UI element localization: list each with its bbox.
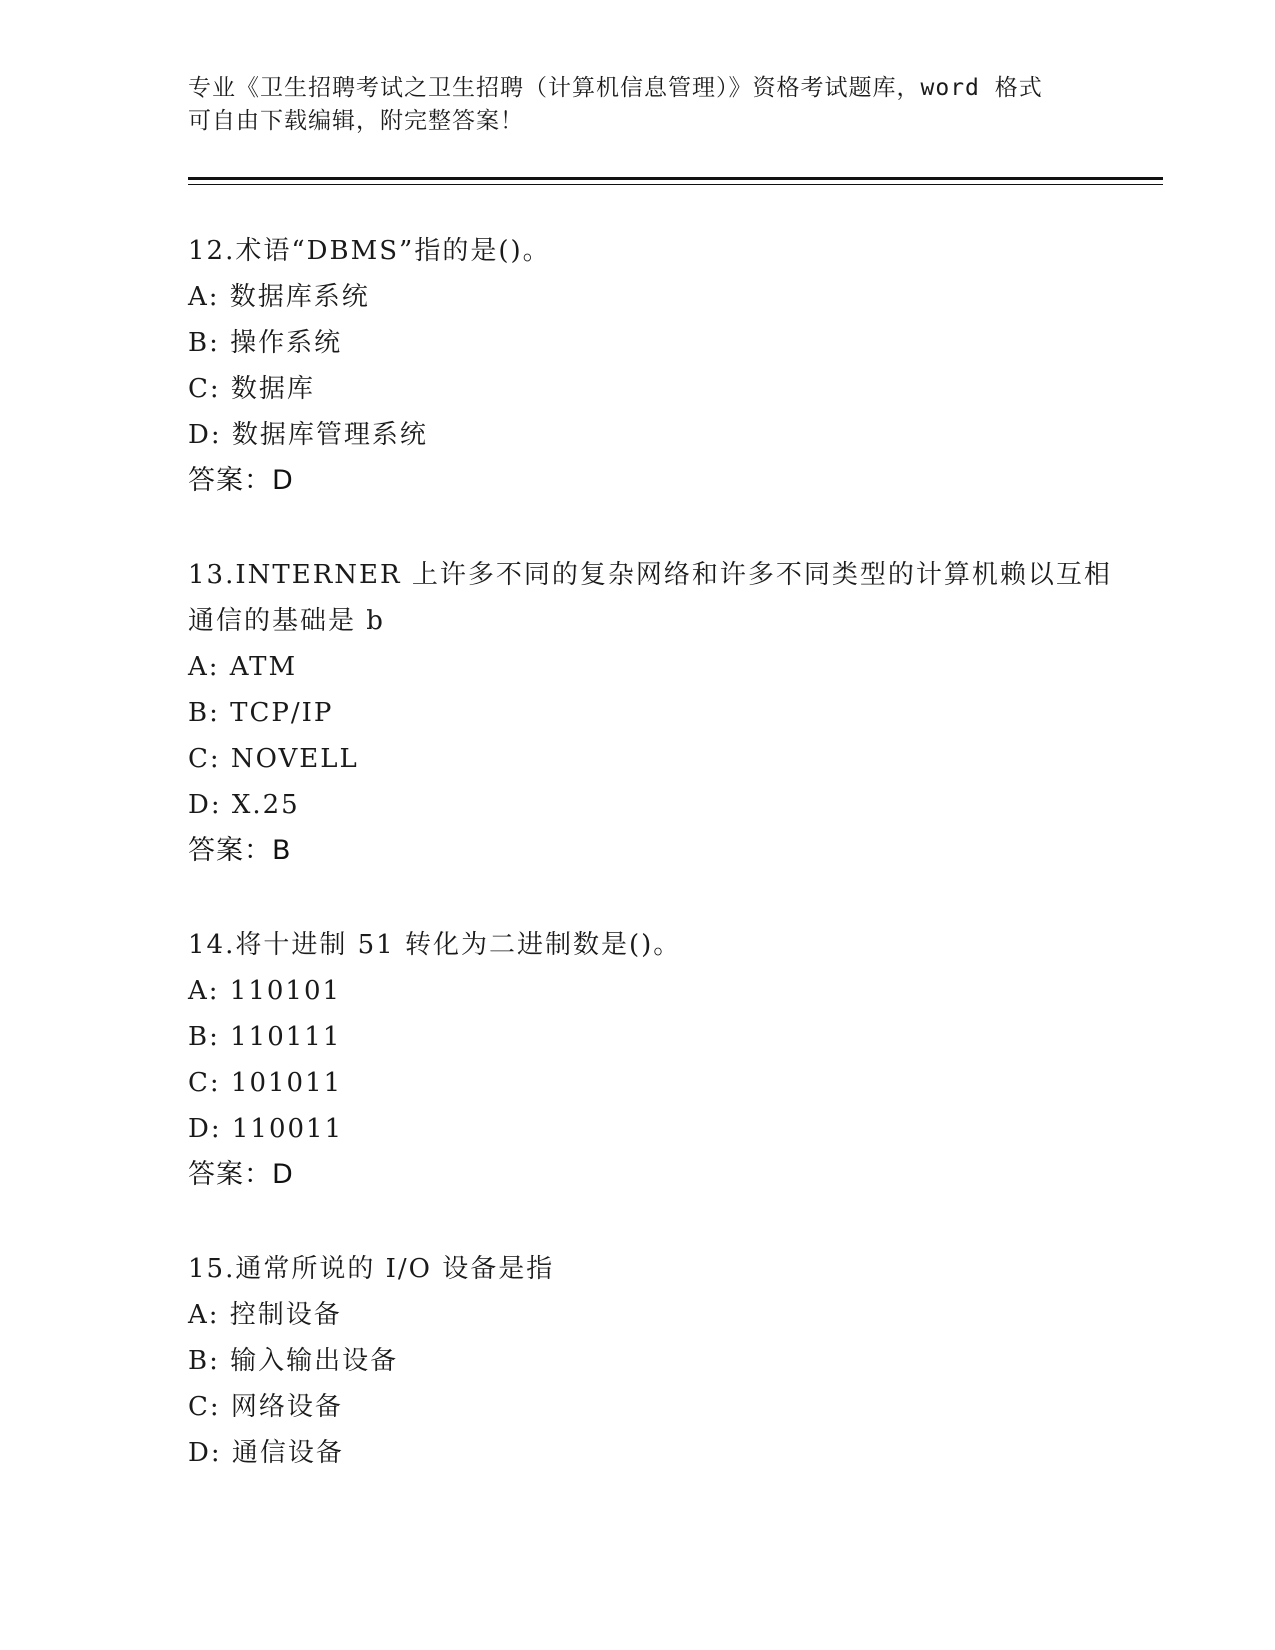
- option-b: B: 110111: [188, 1022, 342, 1052]
- option-b: B: 操作系统: [188, 328, 343, 358]
- question-12: [188, 228, 1088, 504]
- option-b: B: TCP/IP: [188, 698, 334, 728]
- option-d: D: 110011: [188, 1114, 344, 1144]
- question-stem: 12.术语“DBMS”指的是()。: [188, 236, 551, 266]
- answer-line: 答案：D: [188, 1159, 294, 1190]
- header-divider-thin: [188, 184, 1163, 185]
- option-c: C: 网络设备: [188, 1392, 343, 1422]
- header-line-2: 可自由下载编辑，附完整答案！: [188, 108, 524, 134]
- option-d: D: 通信设备: [188, 1438, 344, 1468]
- question-stem: 15.通常所说的 I/O 设备是指: [188, 1254, 555, 1284]
- option-c: C: NOVELL: [188, 744, 359, 774]
- option-a: A: 控制设备: [188, 1300, 342, 1330]
- option-a: A: ATM: [188, 652, 298, 682]
- answer-line: 答案：B: [188, 835, 292, 866]
- option-d: D: 数据库管理系统: [188, 420, 428, 450]
- question-stem: 13.INTERNER 上许多不同的复杂网络和许多不同类型的计算机赖以互相: [188, 560, 1112, 590]
- header-line-1: 专业《卫生招聘考试之卫生招聘（计算机信息管理）》资格考试题库，word 格式: [188, 75, 1043, 101]
- option-d: D: X.25: [188, 790, 300, 820]
- option-c: C: 数据库: [188, 374, 315, 404]
- option-c: C: 101011: [188, 1068, 343, 1098]
- question-15: [188, 1246, 1088, 1476]
- option-a: A: 数据库系统: [188, 282, 370, 312]
- question-stem-continued: 通信的基础是 b: [188, 606, 385, 636]
- document-header: [188, 72, 1088, 138]
- question-13: [188, 552, 1112, 874]
- option-a: A: 110101: [188, 976, 342, 1006]
- question-14: [188, 922, 1088, 1198]
- option-b: B: 输入输出设备: [188, 1346, 399, 1376]
- answer-line: 答案：D: [188, 465, 294, 496]
- header-divider-thick: [188, 177, 1163, 180]
- question-stem: 14.将十进制 51 转化为二进制数是()。: [188, 930, 682, 960]
